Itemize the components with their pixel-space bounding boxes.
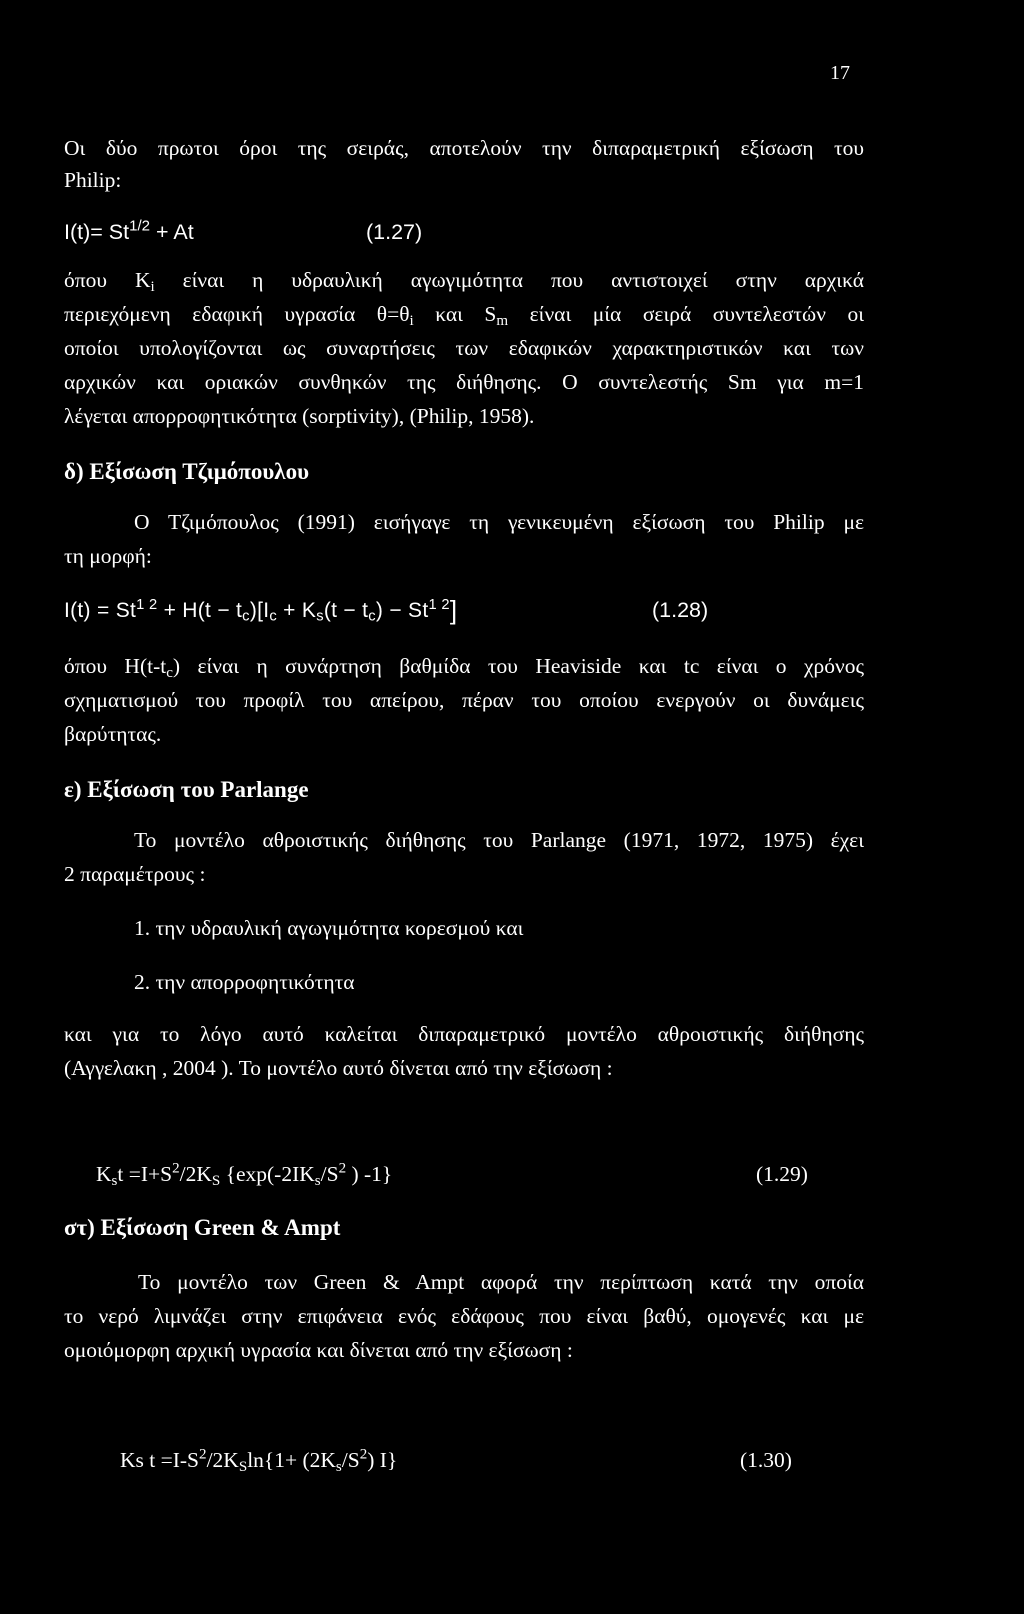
section-d-line-1: Ο Τζιμόπουλος (1991) εισήγαγε τη γενικευμένη εξίσωση του Philip με [134,510,864,534]
equation-number-1-30: (1.30) [740,1448,792,1472]
section-heading-tzimopoulos: δ) Εξίσωση Τζιμόπουλου [64,459,310,484]
list-item-1: 1. την υδραυλική αγωγιμότητα κορεσμού και [134,916,524,940]
para2-line-3: βαρύτητας. [64,722,162,746]
equation-number-1-28: (1.28) [652,598,709,622]
para1-line-5: λέγεται απορροφητικότητα (sorptivity), (Philip, 1958). [64,404,535,428]
list-item-2: 2. την απορροφητικότητα [134,970,355,994]
section-e-line-2: 2 παραμέτρους : [64,862,206,886]
section-st-line-2: το νερό λιμνάζει στην επιφάνεια ενός εδάφους που είναι βαθύ, ομογενές και με [64,1304,864,1328]
equation-1-28: $I(t) = St^{1 2} + H(t - t_c)[I_c + K_s(t - t_c) - St^{1 2}]$ [64,595,458,625]
page-number: 17 [830,62,850,84]
section-heading-green-ampt: στ) Εξίσωση Green & Ampt [64,1215,341,1240]
equation-1-27: $I(t)= St^{1/2} + At$ [64,217,194,244]
equation-1-29: $K_st =I+S^2/2K_S$ {$\exp(-2IK_s/S^2$ ) -1} [96,1160,393,1189]
para2-line-1: όπου $H(t-t_c)$ είναι η συνάρτηση βαθμίδα του Heaviside και tc είναι ο χρόνος [64,654,864,681]
section-st-line-3: ομοιόμορφη αρχική υγρασία και δίνεται από την εξίσωση : [64,1338,573,1362]
para2-line-2: σχηματισμού του προφίλ του απείρου, πέραν του οποίου ενεργούν οι δυνάμεις [64,688,864,712]
section-e-line-4: (Αγγελακη , 2004 ). Το μοντέλο αυτό δίνεται από την εξίσωση : [64,1056,613,1080]
para1-line-4: αρχικών και οριακών συνθηκών της διήθησης. Ο συντελεστής Sm για m=1 [64,370,864,394]
equation-number-1-27: (1.27) [366,220,423,244]
para1-line-1: όπου $K_i$ είναι η υδραυλική αγωγιμότητα που αντιστοιχεί στην αρχικά [64,268,865,295]
equation-1-30: Ks $t =I-S^2/2K_S\ln\{1+ (2K_s/S^2)$ I} [120,1446,398,1475]
section-e-line-3: και για το λόγο αυτό καλείται διπαραμετρικό μοντέλο αθροιστικής διήθησης [64,1022,864,1046]
section-st-line-1: Το μοντέλο των Green & Ampt αφορά την περίπτωση κατά την οποία [138,1270,864,1294]
section-d-line-2: τη μορφή: [64,544,152,568]
section-e-line-1: Το μοντέλο αθροιστικής διήθησης του Parlange (1971, 1972, 1975) έχει [134,828,864,852]
intro-line-1: Οι δύο πρωτοι όροι της σειράς, αποτελούν την διπαραμετρική εξίσωση του [64,136,864,160]
para1-line-3: οποίοι υπολογίζονται ως συναρτήσεις των εδαφικών χαρακτηριστικών και των [64,336,864,360]
para1-line-2: περιεχόμενη εδαφική υγρασία $\theta=\theta_i$ και $S_m$ είναι μία σειρά συντελεστών οι [64,302,864,329]
intro-line-2: Philip: [64,168,122,192]
equation-number-1-29: (1.29) [756,1162,808,1186]
section-heading-parlange: ε) Εξίσωση του Parlange [64,777,309,802]
